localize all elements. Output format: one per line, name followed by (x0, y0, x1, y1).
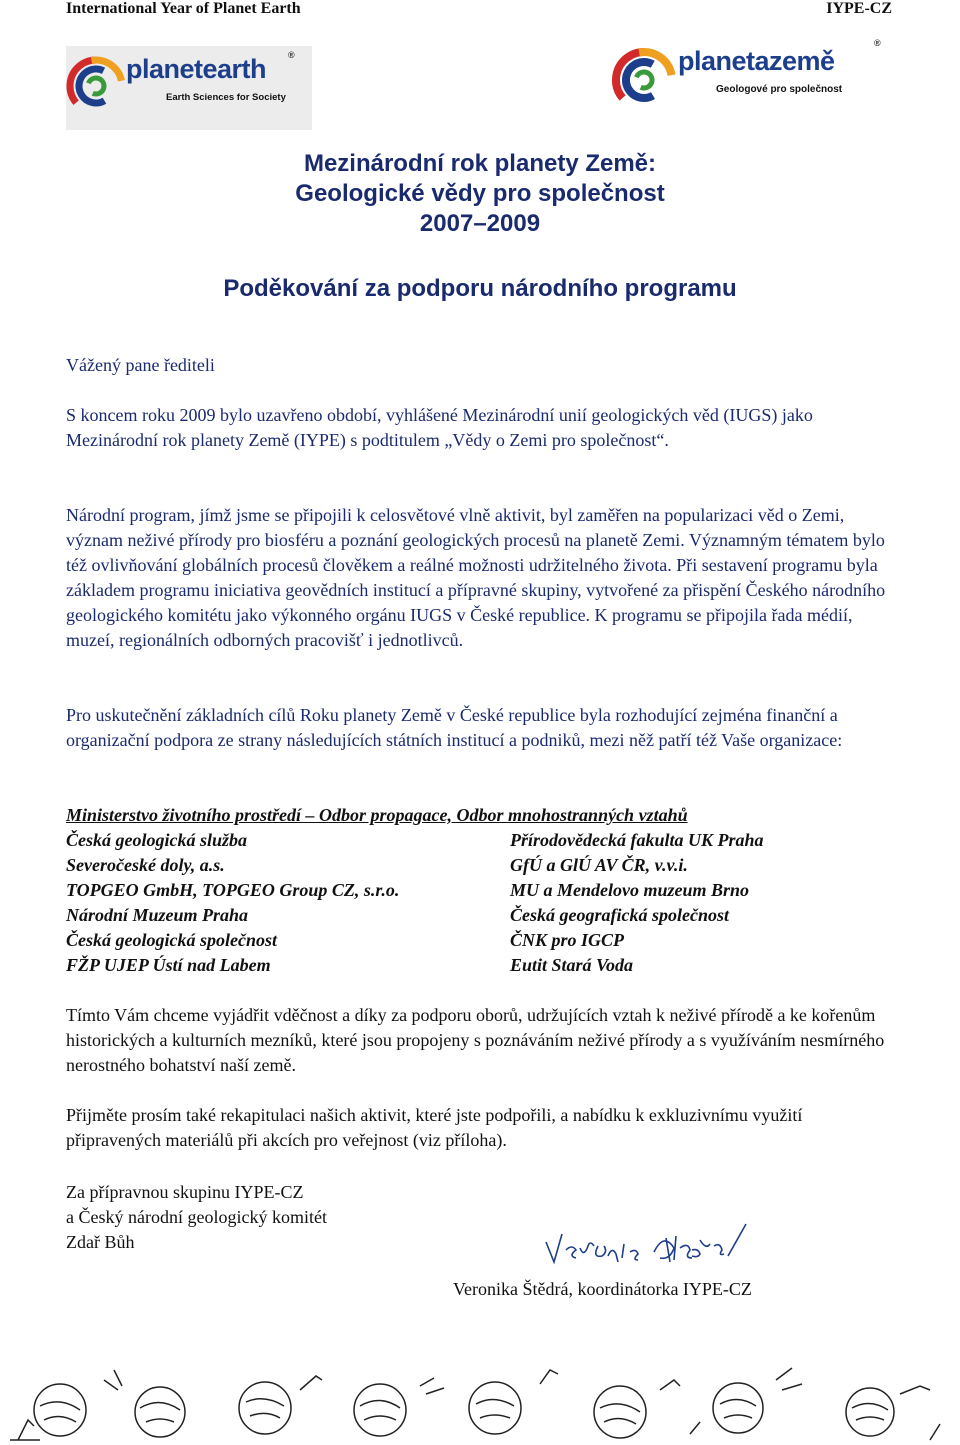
paragraph-5: Přijměte prosím také rekapitulaci našich aktivit, které jste podpořili, a nabídku k exkluzivnímu využití připravených materiálů při akcích pro veřejnost (viz příloha). (66, 1105, 803, 1150)
organization-item: GfÚ a GlÚ AV ČR, v.v.i. (510, 855, 688, 875)
organization-item: TOPGEO GmbH, TOPGEO Group CZ, s.r.o. (66, 880, 400, 900)
document-subtitle: Poděkování za podporu národního programu (223, 275, 737, 302)
document-title-years: 2007–2009 (419, 210, 541, 237)
planetazeme-logo (612, 36, 890, 122)
signer-name: Veronika Štědrá, koordinátorka IYPE-CZ (453, 1279, 752, 1299)
header-left: International Year of Planet Earth (66, 0, 301, 17)
organization-row (66, 953, 896, 978)
salutation: Vážený pane řediteli (66, 355, 215, 375)
organization-item: Česká geografická společnost (510, 905, 729, 925)
header-right: IYPE-CZ (826, 0, 892, 17)
registered-mark: ® (288, 50, 295, 60)
planetazeme-logo-subtitle: Geologové pro společnost (716, 84, 843, 95)
organization-item: Národní Muzeum Praha (66, 905, 249, 925)
organization-item: Česká geologická služba (66, 830, 248, 850)
closing-line-3: Zdař Bůh (66, 1232, 135, 1252)
organization-row (66, 903, 896, 928)
paragraph-1: S koncem roku 2009 bylo uzavřeno období, vyhlášené Mezinárodní unií geologických věd (IUGS) jako Mezinárodní rok planety Země (IYPE) s podtitulem „Vědy o Zemi pro společnost“. (66, 405, 813, 450)
paragraph-4: Tímto Vám chceme vyjádřit vděčnost a díky za podporu oborů, udržujících vztah k neživé přírodě a ke kořenům historických a kulturních mezníků, které jsou propojeny s poznáváním neživé přírody a s využíváním nesmírného nerostného bohatství naší země. (66, 1005, 885, 1075)
closing-line-1: Za přípravnou skupinu IYPE-CZ (66, 1182, 304, 1202)
paragraph-2: Národní program, jímž jsme se připojili k celosvětové vlně aktivit, byl zaměřen na popularizaci věd o Zemi, význam neživé přírody pro biosféru a poznání geologických procesů na planetě Zemi. Významným tématem bylo též ovlivňování globálních procesů člověkem a reálné možnosti udržitelného života. Při sestavení programu byla základem programu iniciativa geovědních institucí a přípravné skupiny, vytvořené za přispění Českého národního geologického komitétu jako výkonného orgánu IUGS v České republice. K programu se připojila řada médií, muzeí, regionálních odborných pracovišť i jednotlivců. (66, 505, 886, 650)
closing-line-2: a Český národní geologický komitét (66, 1207, 327, 1227)
organization-item: Eutit Stará Voda (510, 955, 634, 975)
organization-item: FŽP UJEP Ústí nad Labem (66, 955, 271, 975)
organization-item: Česká geologická společnost (66, 930, 277, 950)
document-title-line2: Geologické vědy pro společnost (295, 180, 665, 207)
organization-item: MU a Mendelovo muzeum Brno (510, 880, 750, 900)
planetearth-emblem-icon (66, 46, 126, 130)
paragraph-3: Pro uskutečnění základních cílů Roku planety Země v České republice byla rozhodující zejména finanční a organizační podpora ze strany následujících státních institucí a podniků, mezi něž patří též Vaše organizace: (66, 705, 843, 750)
planetazeme-logo-name: planetazemě (678, 46, 835, 76)
document-title-line1: Mezinárodní rok planety Země: (303, 150, 657, 177)
organization-row (66, 828, 896, 853)
organization-row (66, 853, 896, 878)
closing-block (66, 1180, 327, 1255)
planetearth-logo (66, 46, 312, 130)
footer-globes-illustration (0, 1350, 960, 1445)
planetazeme-emblem-icon (612, 36, 678, 122)
page-header (66, 0, 892, 20)
organization-row (66, 928, 896, 953)
organization-row (66, 878, 896, 903)
organization-item: Severočeské doly, a.s. (66, 855, 225, 875)
organization-item: ČNK pro IGCP (510, 930, 625, 950)
planetearth-logo-name: planetearth (126, 54, 267, 84)
planetearth-logo-subtitle: Earth Sciences for Society (166, 92, 286, 103)
organization-item: Přírodovědecká fakulta UK Praha (510, 830, 764, 850)
organization-ministry: Ministerstvo životního prostředí – Odbor propagace, Odbor mnohostranných vztahů (66, 805, 688, 825)
handwritten-signature (540, 1222, 760, 1272)
organizations-list (66, 803, 896, 978)
registered-mark: ® (874, 38, 881, 48)
